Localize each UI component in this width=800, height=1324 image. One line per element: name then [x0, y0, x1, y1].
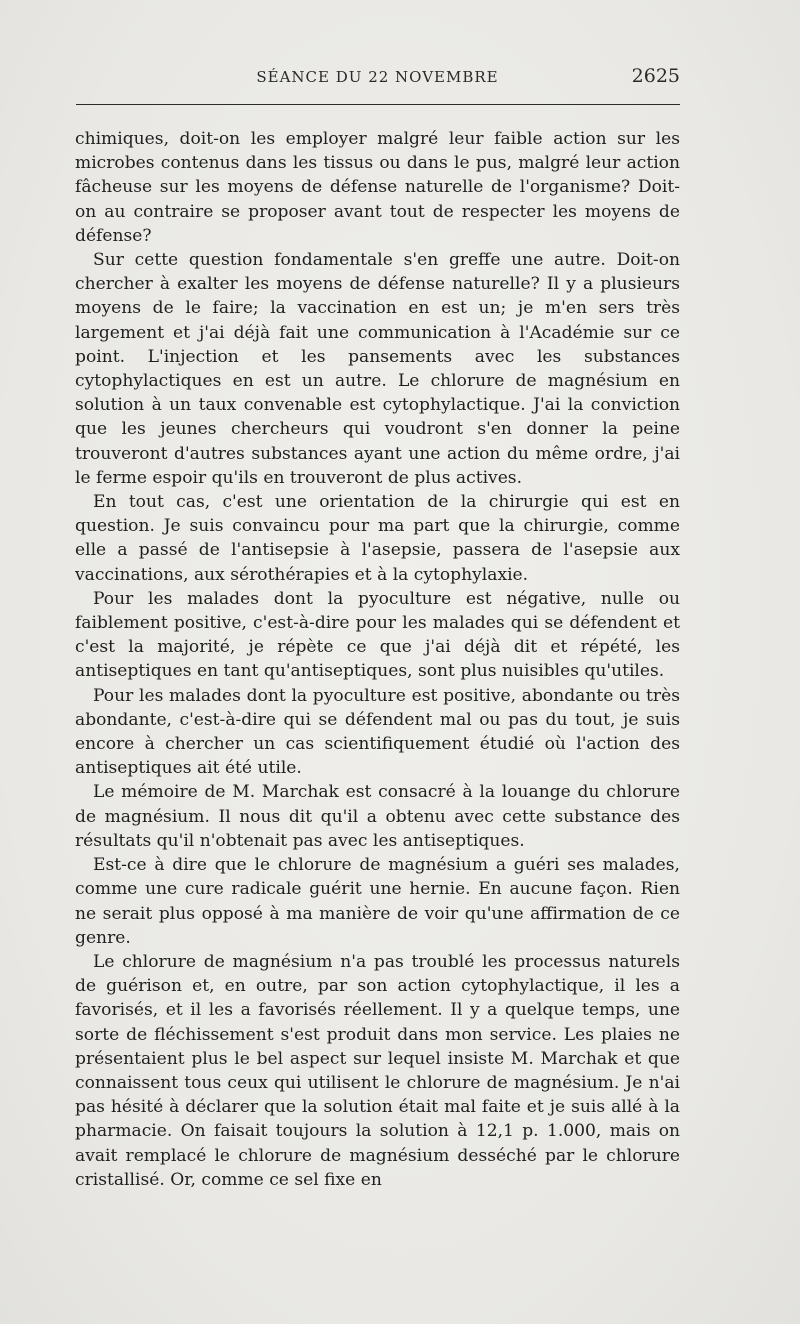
running-head: SÉANCE DU 22 NOVEMBRE [256, 68, 499, 86]
body-text [75, 127, 680, 1192]
paragraph: Le chlorure de magnésium n'a pas troublé les processus naturels de guérison et, en outre, par son action cytophylactique, il les a favorisés, et il les a favorisés réellement. Il y a quelque temps, une sorte de fléchissement s'est produit dans mon service. Les plaies ne présentaient plus le bel aspect sur lequel insiste M. Marchak et que connaissent tous ceux qui utilisent le chlorure de magnésium. Je n'ai pas hésité à déclarer que la solution était mal faite et je suis allé à la pharmacie. On faisait toujours la solution à 12,1 p. 1.000, mais on avait remplacé le chlorure de magnésium desséché par le chlorure cristallisé. Or, comme ce sel fixe en [75, 951, 680, 1190]
paragraph: En tout cas, c'est une orientation de la chirurgie qui est en question. Je suis convaincu pour ma part que la chirurgie, comme elle a passé de l'antisepsie à l'asepsie, passera de l'asepsie aux vaccinations, aux sérothérapies et à la cytophylaxie. [75, 492, 680, 585]
page-number: 2625 [631, 65, 680, 87]
paragraph: Le mémoire de M. Marchak est consacré à la louange du chlorure de magnésium. Il nous dit qu'il a obtenu avec cette substance des résultats qu'il n'obtenait pas avec les antiseptiques. [75, 782, 680, 851]
paragraph: Est-ce à dire que le chlorure de magnésium a guéri ses malades, comme une cure radicale guérit une hernie. En aucune façon. Rien ne serait plus opposé à ma manière de voir qu'une affirmation de ce genre. [75, 855, 680, 948]
page-header [75, 62, 680, 90]
paragraph: chimiques, doit-on les employer malgré leur faible action sur les microbes contenus dans les tissus ou dans le pus, malgré leur action fâcheuse sur les moyens de défense naturelle de l'organisme? Doit-on au contraire se proposer avant tout de respecter les moyens de défense? [75, 129, 680, 246]
paragraph: Sur cette question fondamentale s'en greffe une autre. Doit-on chercher à exalter les moyens de défense naturelle? Il y a plusieurs moyens de le faire; la vaccination en est un; je m'en sers très largement et j'ai déjà fait une communication à l'Académie sur ce point. L'injection et les pansements avec les substances cytophylactiques en est un autre. Le chlorure de magnésium en solution à un taux convenable est cytophylactique. J'ai la conviction que les jeunes chercheurs qui voudront s'en donner la peine trouveront d'autres substances ayant une action du même ordre, j'ai le ferme espoir qu'ils en trouveront de plus actives. [75, 250, 680, 488]
paragraph: Pour les malades dont la pyoculture est négative, nulle ou faiblement positive, c'est-à-dire pour les malades qui se défendent et c'est la majorité, je répète ce que j'ai déjà dit et répété, les antiseptiques en tant qu'antiseptiques, sont plus nuisibles qu'utiles. [75, 588, 680, 682]
paragraph: Pour les malades dont la pyoculture est positive, abondante ou très abondante, c'est-à-dire qui se défendent mal ou pas du tout, je suis encore à chercher un cas scientifiquement étudié où l'action des antiseptiques ait été utile. [75, 685, 680, 779]
header-rule [76, 104, 680, 105]
